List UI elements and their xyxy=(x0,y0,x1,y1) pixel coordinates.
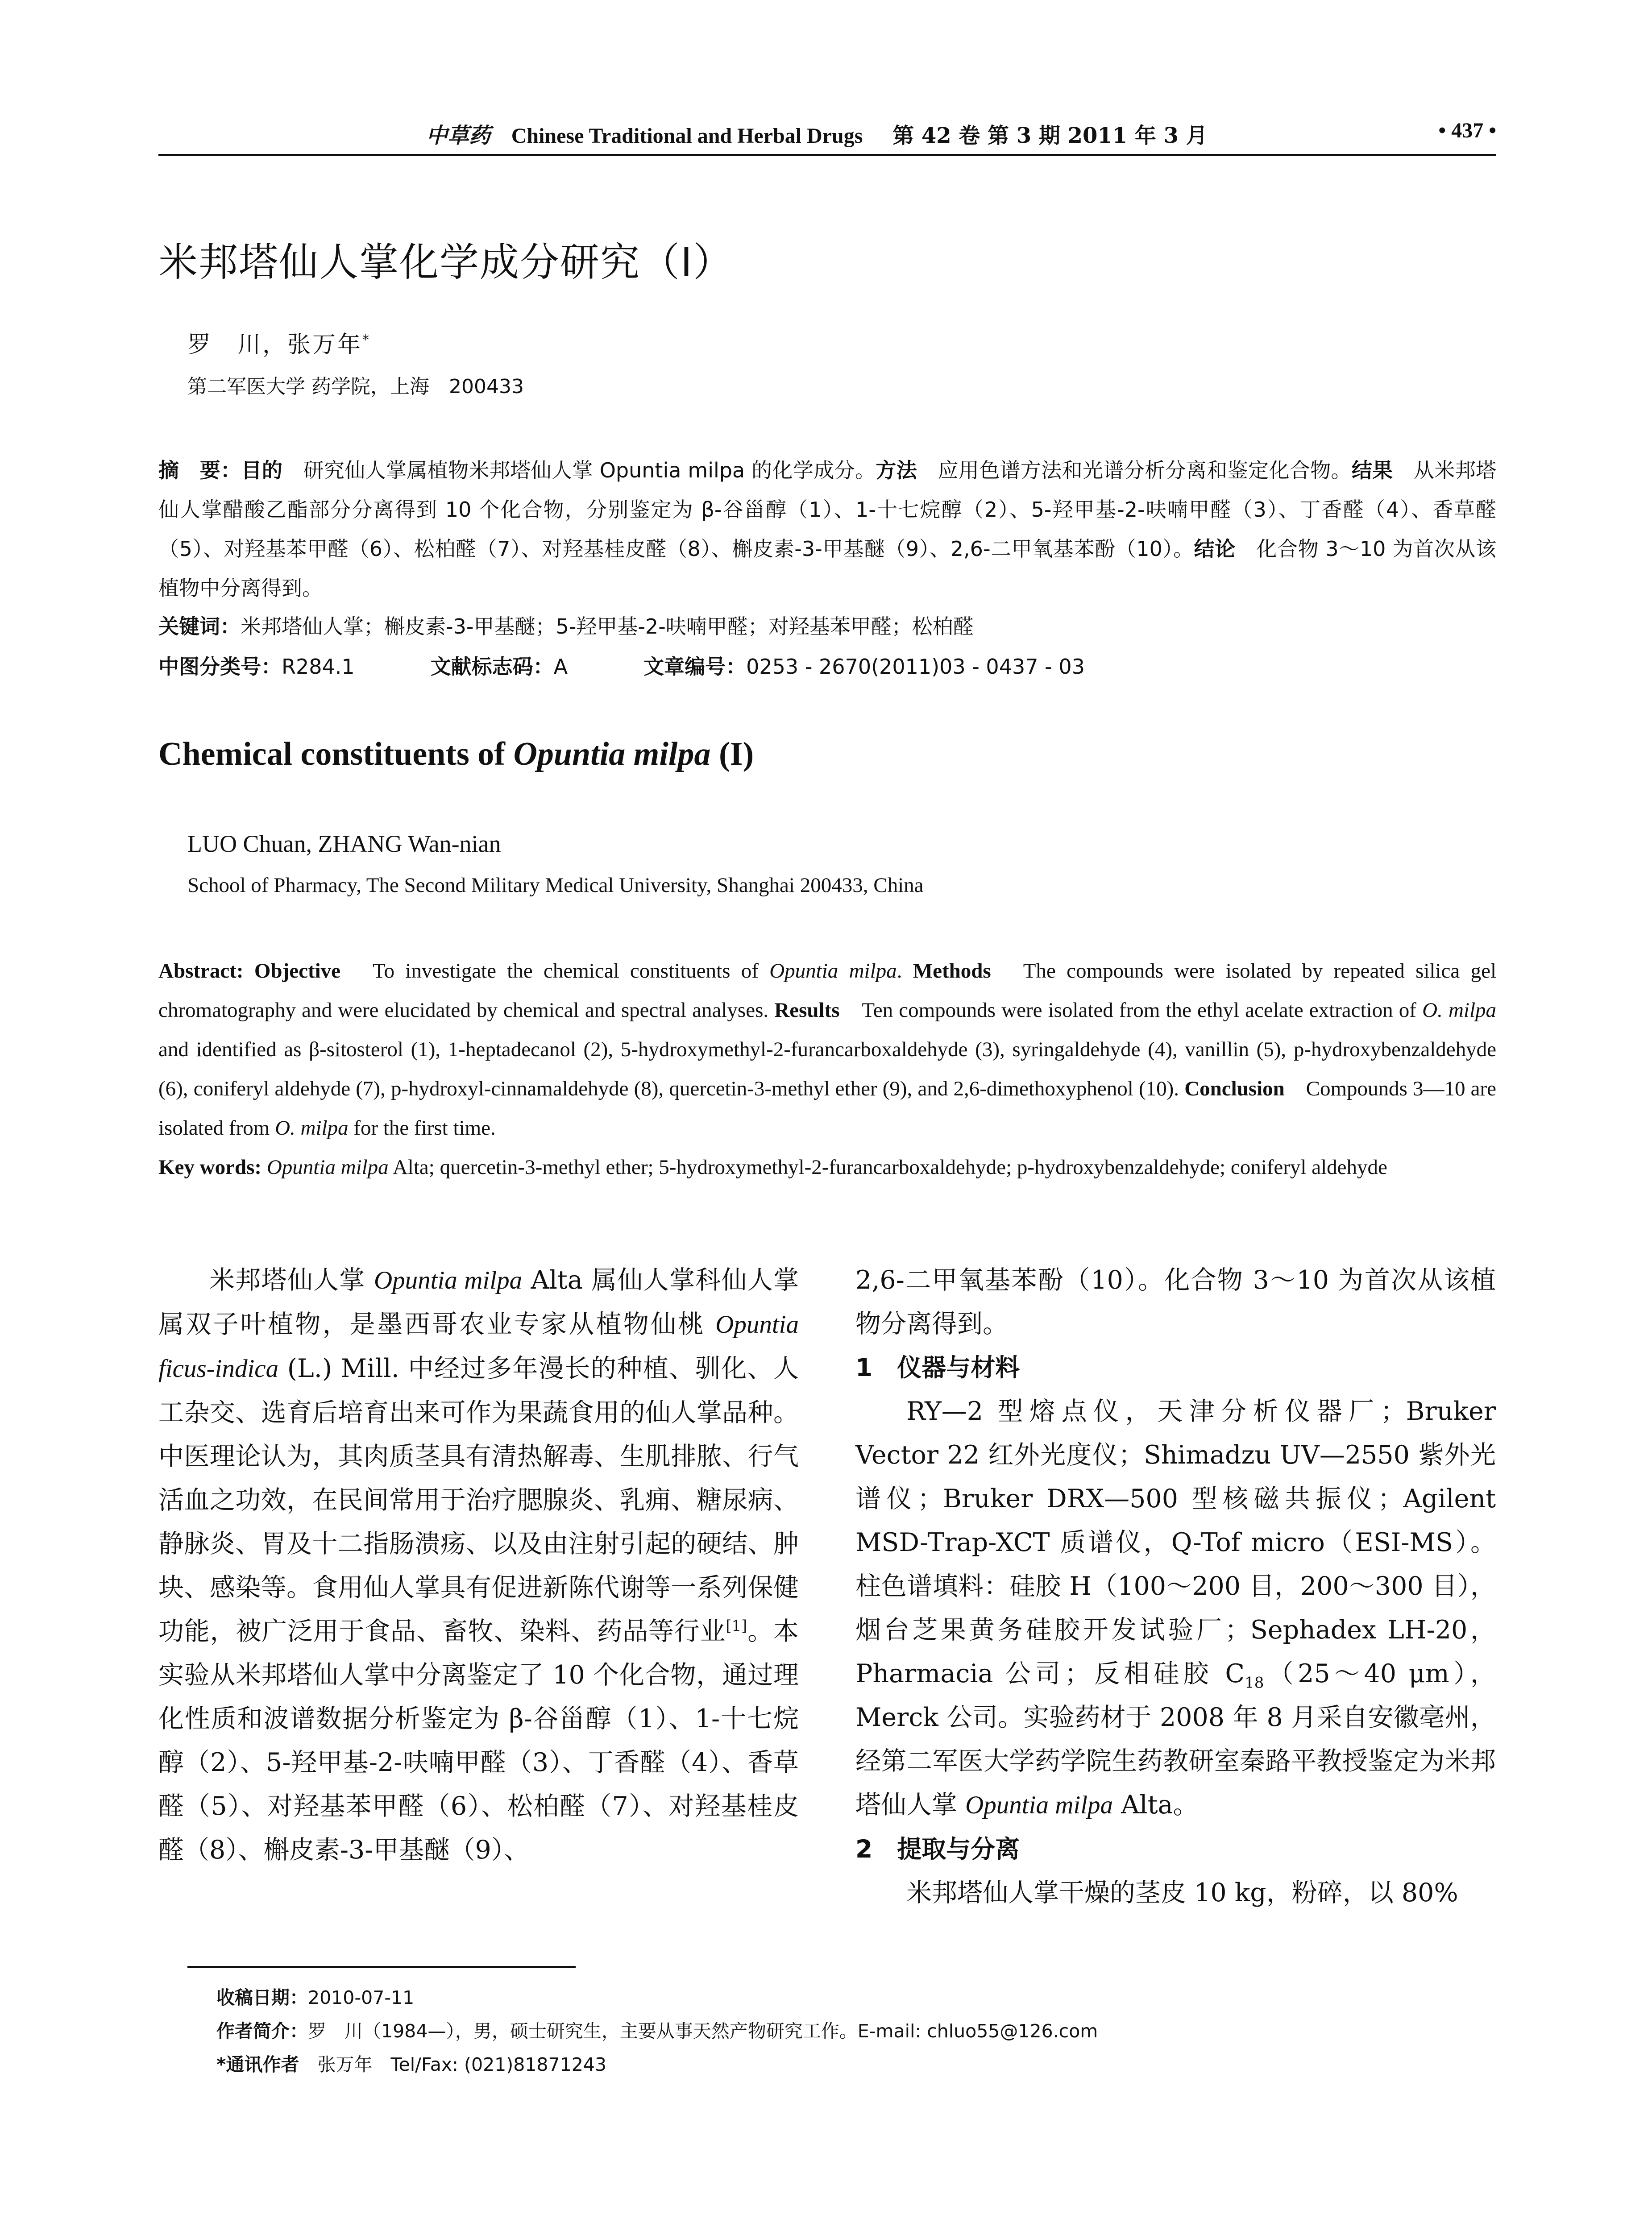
en-title-suffix: (I) xyxy=(710,736,754,772)
footnote-corresponding xyxy=(216,2048,1098,2082)
instruments-text-b: （25～40 μm），Merck 公司。实验药材于 2008 年 8 月采自安徽亳州，经第二军医大学药学院生药教研室秦路平教授鉴定为米邦塔仙人掌 xyxy=(855,1659,1496,1820)
clc-label: 中图分类号： xyxy=(158,655,282,679)
intro-text-c: (L.) Mill. 中经过多年漫长的种植、驯化、人工杂交、选育后培育出来可作为果蔬食用的仙人掌品种。中医理论认为，其肉质茎具有清热解毒、生肌排脓、行气活血之功效，在民间常用于治疗腮腺炎、乳痈、糖尿病、静脉炎、胃及十二指肠溃疡、以及由注射引起的硬结、肿块、感染等。食用仙人掌具有促进新陈代谢等一系列保健功能，被广泛用于食品、畜牧、染料、药品等行业 xyxy=(158,1354,799,1646)
instruments-paragraph xyxy=(855,1389,1496,1827)
author-bio: 罗 川（1984—），男，硕士研究生，主要从事天然产物研究工作。E-mail: chluo55@126.com xyxy=(308,2020,1098,2042)
cn-authors xyxy=(187,326,371,359)
journal-en-name: Chinese Traditional and Herbal Drugs xyxy=(511,124,863,148)
cn-methods-label: 方法 xyxy=(876,458,917,482)
corresponding-info: 张万年 Tel/Fax: (021)81871243 xyxy=(299,2054,606,2075)
cn-abstract xyxy=(158,451,1496,608)
cn-classification xyxy=(158,651,1496,680)
cn-author-names: 罗 川，张万年 xyxy=(187,332,363,358)
cn-results: 从米邦塔仙人掌醋酸乙酯部分分离得到 10 个化合物，分别鉴定为 β-谷甾醇（1）、1-十七烷醇（2）、5-羟甲基-2-呋喃甲醛（3）、丁香醛（4）、香草醛（5）、对羟基苯甲醛（6）、松柏醛（7）、对羟基桂皮醛（8）、槲皮素-3-甲基醚（9）、2,6-二甲氧基苯酚（10）。 xyxy=(158,458,1497,561)
en-conclusion-a: Compounds 3—10 are isolated from xyxy=(158,1077,1496,1140)
article-no-label: 文章编号： xyxy=(643,655,747,679)
corresponding-label: *通讯作者 xyxy=(216,2054,299,2075)
article-no-value: 0253 - 2670(2011)03 - 0437 - 03 xyxy=(746,655,1085,679)
en-objective-label: Objective xyxy=(254,959,341,983)
intro-continuation: 2,6-二甲氧基苯酚（10）。化合物 3～10 为首次从该植物分离得到。 xyxy=(855,1265,1496,1339)
cn-methods: 应用色谱方法和光谱分析分离和鉴定化合物。 xyxy=(917,458,1352,482)
en-conclusion-b: for the first time. xyxy=(348,1116,496,1140)
body-right-column xyxy=(855,1258,1496,1915)
en-results-species: O. milpa xyxy=(1422,999,1496,1022)
intro-paragraph xyxy=(158,1258,799,1872)
author-bio-label: 作者简介： xyxy=(216,2020,308,2042)
citation-ref: [1] xyxy=(726,1617,747,1635)
en-results-b: and identified as β-sitosterol (1), 1-heptadecanol (2), 5-hydroxymethyl-2-furancarboxaldehyde (3), syringaldehyde (4), vanillin (5), p-hydroxybenzaldehyde (6), coniferyl aldehyde (7), p-hydroxyl-cinnamaldehyde (8), quercetin-3-methyl ether (9), and 2,6-dimethoxyphenol (10). xyxy=(158,1038,1496,1100)
journal-issue: 第 42 卷 第 3 期 2011 年 3 月 xyxy=(892,123,1208,148)
en-abstract-label: Abstract: xyxy=(158,959,244,983)
page-number: • 437 • xyxy=(1438,119,1496,142)
doc-code-value: A xyxy=(553,655,568,679)
cn-title: 米邦塔仙人掌化学成分研究（I） xyxy=(158,239,733,285)
intro-text-a: 米邦塔仙人掌 xyxy=(209,1265,374,1295)
instruments-text-a: RY—2 型熔点仪，天津分析仪器厂；Bruker Vector 22 红外光度仪；Shimadzu UV—2550 紫外光谱仪；Bruker DRX—500 型核磁共振仪；Agilent MSD-Trap-XCT 质谱仪，Q-Tof micro（ESI-MS）。柱色谱填料：硅胶 H（100～200 目，200～300 目），烟台芝果黄务硅胶开发试验厂；Sephadex LH-20，Pharmacia 公司；反相硅胶 C xyxy=(855,1397,1496,1688)
footnote-author xyxy=(216,2015,1098,2048)
en-objective: To investigate the chemical constituents of xyxy=(340,959,770,983)
en-keywords-rest: Alta; quercetin-3-methyl ether; 5-hydroxymethyl-2-furancarboxaldehyde; p-hydroxybenzaldehyde; coniferyl aldehyde xyxy=(388,1156,1387,1179)
instruments-species: Opuntia milpa xyxy=(965,1791,1113,1819)
cn-keywords-text: 米邦塔仙人掌；槲皮素-3-甲基醚；5-羟甲基-2-呋喃甲醛；对羟基苯甲醛；松柏醛 xyxy=(241,614,974,639)
intro-text-b: Alta 属仙人掌科仙人掌属双子叶植物，是墨西哥农业专家从植物仙桃 xyxy=(158,1265,799,1339)
cn-keywords xyxy=(158,610,1496,640)
en-title xyxy=(158,735,754,773)
cn-abstract-label: 摘 要： xyxy=(158,458,241,482)
instruments-text-c: Alta。 xyxy=(1113,1790,1199,1820)
en-results-label: Results xyxy=(774,999,840,1022)
subscript-18: 18 xyxy=(1245,1674,1264,1692)
intro-text-d: 。本实验从米邦塔仙人掌中分离鉴定了 10 个化合物，通过理化性质和波谱数据分析鉴定为 β-谷甾醇（1）、1-十七烷醇（2）、5-羟甲基-2-呋喃甲醛（3）、丁香醛（4）、香草醛（5）、对羟基苯甲醛（6）、松柏醛（7）、对羟基桂皮醛（8）、槲皮素-3-甲基醚（9）、 xyxy=(158,1617,799,1865)
cn-conclusion: 化合物 3～10 为首次从该植物中分离得到。 xyxy=(158,537,1497,600)
cn-objective: 研究仙人掌属植物米邦塔仙人掌 Opuntia milpa 的化学成分。 xyxy=(282,458,876,482)
journal-line xyxy=(426,118,1208,149)
cn-keywords-label: 关键词： xyxy=(158,614,241,639)
header-rule xyxy=(158,154,1496,156)
en-objective-species: Opuntia milpa xyxy=(769,959,897,983)
cn-conclusion-label: 结论 xyxy=(1194,537,1236,561)
received-date: 2010-07-11 xyxy=(308,1987,415,2008)
footnotes xyxy=(216,1981,1098,2082)
en-results-a: Ten compounds were isolated from the ethyl acelate extraction of xyxy=(839,999,1423,1022)
corresponding-mark: * xyxy=(362,332,371,348)
footnote-rule xyxy=(187,1966,576,1968)
en-conclusion-label: Conclusion xyxy=(1184,1077,1285,1100)
en-conclusion-species: O. milpa xyxy=(275,1116,349,1140)
en-keywords-label: Key words: xyxy=(158,1156,262,1179)
footnote-received xyxy=(216,1981,1098,2015)
clc-value: R284.1 xyxy=(282,655,355,679)
en-authors: LUO Chuan, ZHANG Wan-nian xyxy=(187,830,501,857)
en-keywords-species: Opuntia milpa xyxy=(266,1156,389,1179)
en-methods: The compounds were isolated by repeated silica gel chromatography and were elucidated by chemical and spectral analyses. xyxy=(158,959,1496,1022)
cn-objective-label: 目的 xyxy=(241,458,283,482)
section-heading-1: 1 仪器与材料 xyxy=(855,1353,1020,1382)
section-heading-2: 2 提取与分离 xyxy=(855,1835,1020,1863)
journal-cn-name: 中草药 xyxy=(426,123,491,148)
intro-species-2: Opuntia ficus-indica xyxy=(158,1310,799,1383)
doc-code-label: 文献标志码： xyxy=(430,655,554,679)
en-title-species: Opuntia milpa xyxy=(513,736,711,772)
received-label: 收稿日期： xyxy=(216,1987,308,2008)
cn-results-label: 结果 xyxy=(1351,458,1393,482)
en-affiliation: School of Pharmacy, The Second Military Medical University, Shanghai 200433, China xyxy=(187,874,924,897)
running-header xyxy=(158,118,1496,154)
extraction-paragraph: 米邦塔仙人掌干燥的茎皮 10 kg，粉碎，以 80% xyxy=(906,1878,1458,1908)
cn-affiliation: 第二军医大学 药学院，上海 200433 xyxy=(187,375,524,398)
body-left-column xyxy=(158,1258,799,1872)
en-title-prefix: Chemical constituents of xyxy=(158,736,514,772)
intro-species: Opuntia milpa xyxy=(374,1266,523,1294)
en-methods-label: Methods xyxy=(913,959,991,983)
en-abstract: Abstract: Objective To investigate the chemical constituents of Opuntia milpa. Methods The compounds were isolated by repeated silica gel chromatography and were elucidated by chemical and spectral analyses. Results Ten compounds were isolated from the ethyl acelate extraction of O. milpa and identified as β-sitosterol (1), 1-heptadecanol (2), 5-hydroxymethyl-2-furancarboxaldehyde (3), syringaldehyde (4), vanillin (5), p-hydroxybenzaldehyde (6), coniferyl aldehyde (7), p-hydroxyl-cinnamaldehyde (8), quercetin-3-methyl ether (9), and 2,6-dimethoxyphenol (10). Conclusion Compounds 3—10 are isolated from O. milpa for the first time. Key words: Opuntia milpa Alta; quercetin-3-methyl ether; 5-hydroxymethyl-2-furancarboxaldehyde; p-hydroxybenzaldehyde; coniferyl aldehyde xyxy=(158,959,1496,1179)
